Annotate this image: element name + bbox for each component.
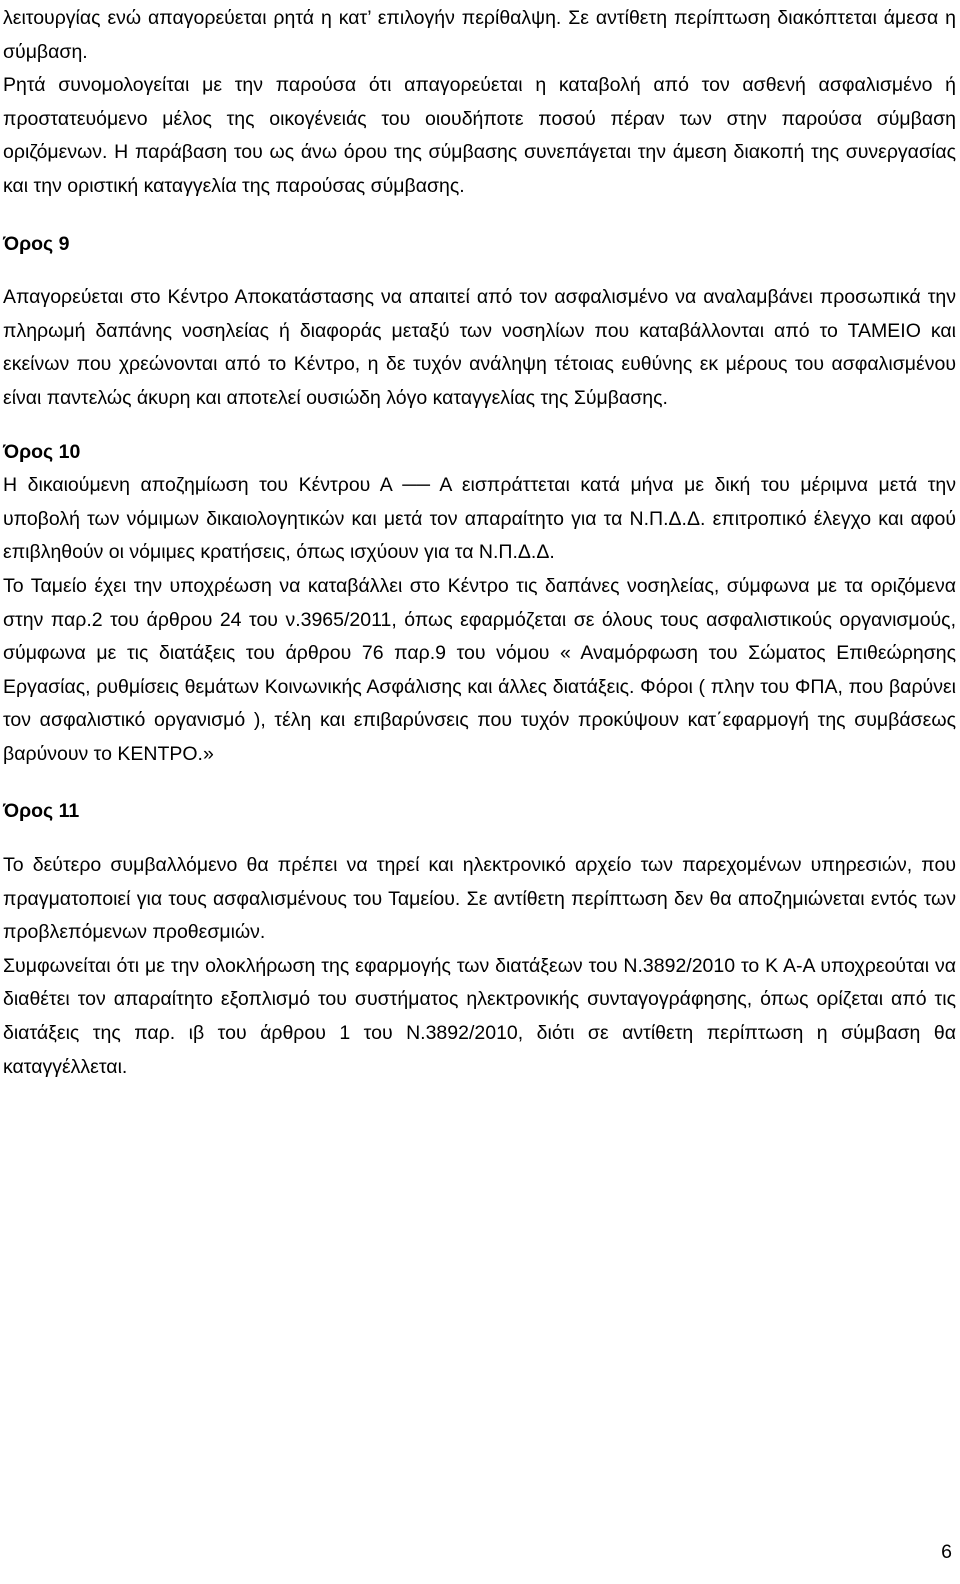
page-number: 6	[941, 1541, 952, 1563]
paragraph-term-10-fund-obligation: Το Ταμείο έχει την υποχρέωση να καταβάλλει στο Κέντρο τις δαπάνες νοσηλείας, σύμφωνα με τα οριζόμενα στην παρ.2 του άρθρου 24 του ν.3965/2011, όπως εφαρμόζεται σε όλους τους ασφαλιστικούς οργανισμούς, σύμφωνα με τις διατάξεις του άρθρου 76 παρ.9 του νόμου « Αναμόρφωση του Σώματος Επιθεώρησης Εργασίας, ρυθμίσεις θεμάτων Κοινωνικής Ασφάλισης και άλλες διατάξεις. Φόροι ( πλην του ΦΠΑ, που βαρύνει τον ασφαλιστικό οργανισμό ), τέλη και επιβαρύνσεις που τυχόν προκύψουν κατ΄εφαρμογή της συμβάσεως βαρύνουν το ΚΕΝΤΡΟ.»	[3, 574, 956, 765]
spacer	[3, 204, 956, 228]
paragraph-term-10-compensation: Η δικαιούμενη αποζημίωση του Κέντρου Α ── Α εισπράττεται κατά μήνα με δική του μέριμνα μετά την υποβολή των νόμιμων δικαιολογητικών και μετά τον απαραίτητο για τα Ν.Π.Δ.Δ. επιτροπικό έλεγχο και αφού επιβληθούν οι νόμιμες κρατήσεις, όπως ισχύουν για τα Ν.Π.Δ.Δ.	[3, 474, 956, 564]
paragraph-continuation: λειτουργίας ενώ απαγορεύεται ρητά η κατ’ επιλογήν περίθαλψη. Σε αντίθετη περίπτωση διακόπτεται άμεσα η σύμβαση.	[3, 7, 956, 63]
spacer	[3, 771, 956, 795]
document-body	[3, 2, 956, 1084]
heading-term-11: Όρος 11	[3, 800, 80, 823]
paragraph-term-11-e-prescription: Συμφωνείται ότι με την ολοκλήρωση της εφαρμογής των διατάξεων του Ν.3892/2010 το Κ Α-Α υποχρεούται να διαθέτει τον απαραίτητο εξοπλισμό του συστήματος ηλεκτρονικής συνταγογράφησης, όπως ορίζεται από τις διατάξεις της παρ. ιβ του άρθρου 1 του Ν.3892/2010, διότι σε αντίθετη περίπτωση η σύμβαση θα καταγγέλλεται.	[3, 954, 956, 1078]
paragraph-term-9: Απαγορεύεται στο Κέντρο Αποκατάστασης να απαιτεί από τον ασφαλισμένο να αναλαμβάνει προσωπικά την πληρωμή δαπάνης νοσηλείας ή διαφοράς μεταξύ των νοσηλίων που καταβάλλονται από το ΤΑΜΕΙΟ και εκείνων που χρεώνονται από το Κέντρο, η δε τυχόν ανάληψη τέτοιας ευθύνης εκ μέρους του ασφαλισμένου είναι παντελώς άκυρη και αποτελεί ουσιώδη λόγο καταγγελίας της Σύμβασης.	[3, 286, 956, 409]
spacer	[3, 829, 956, 849]
spacer	[3, 416, 956, 436]
heading-term-10: Όρος 10	[3, 440, 81, 463]
spacer	[3, 261, 956, 281]
paragraph-term-11-records: Το δεύτερο συμβαλλόμενο θα πρέπει να τηρεί και ηλεκτρονικό αρχείο των παρεχομένων υπηρεσιών, που πραγματοποιεί για τους ασφαλισμένους του Ταμείου. Σε αντίθετη περίπτωση δεν θα αποζημιώνεται εντός των προβλεπόμενων προθεσμιών.	[3, 854, 956, 944]
paragraph-prohibition-payment: Ρητά συνομολογείται με την παρούσα ότι απαγορεύεται η καταβολή από τον ασθενή ασφαλισμένο ή προστατευόμενο μέλος της οικογένειάς του οιουδήποτε ποσού πέραν των στην παρούσα σύμβαση οριζόμενων. Η παράβαση του ως άνω όρου της σύμβασης συνεπάγεται την άμεση διακοπή της συνεργασίας και την οριστική καταγγελία της παρούσας σύμβασης.	[3, 74, 956, 197]
heading-term-9: Όρος 9	[3, 232, 70, 255]
